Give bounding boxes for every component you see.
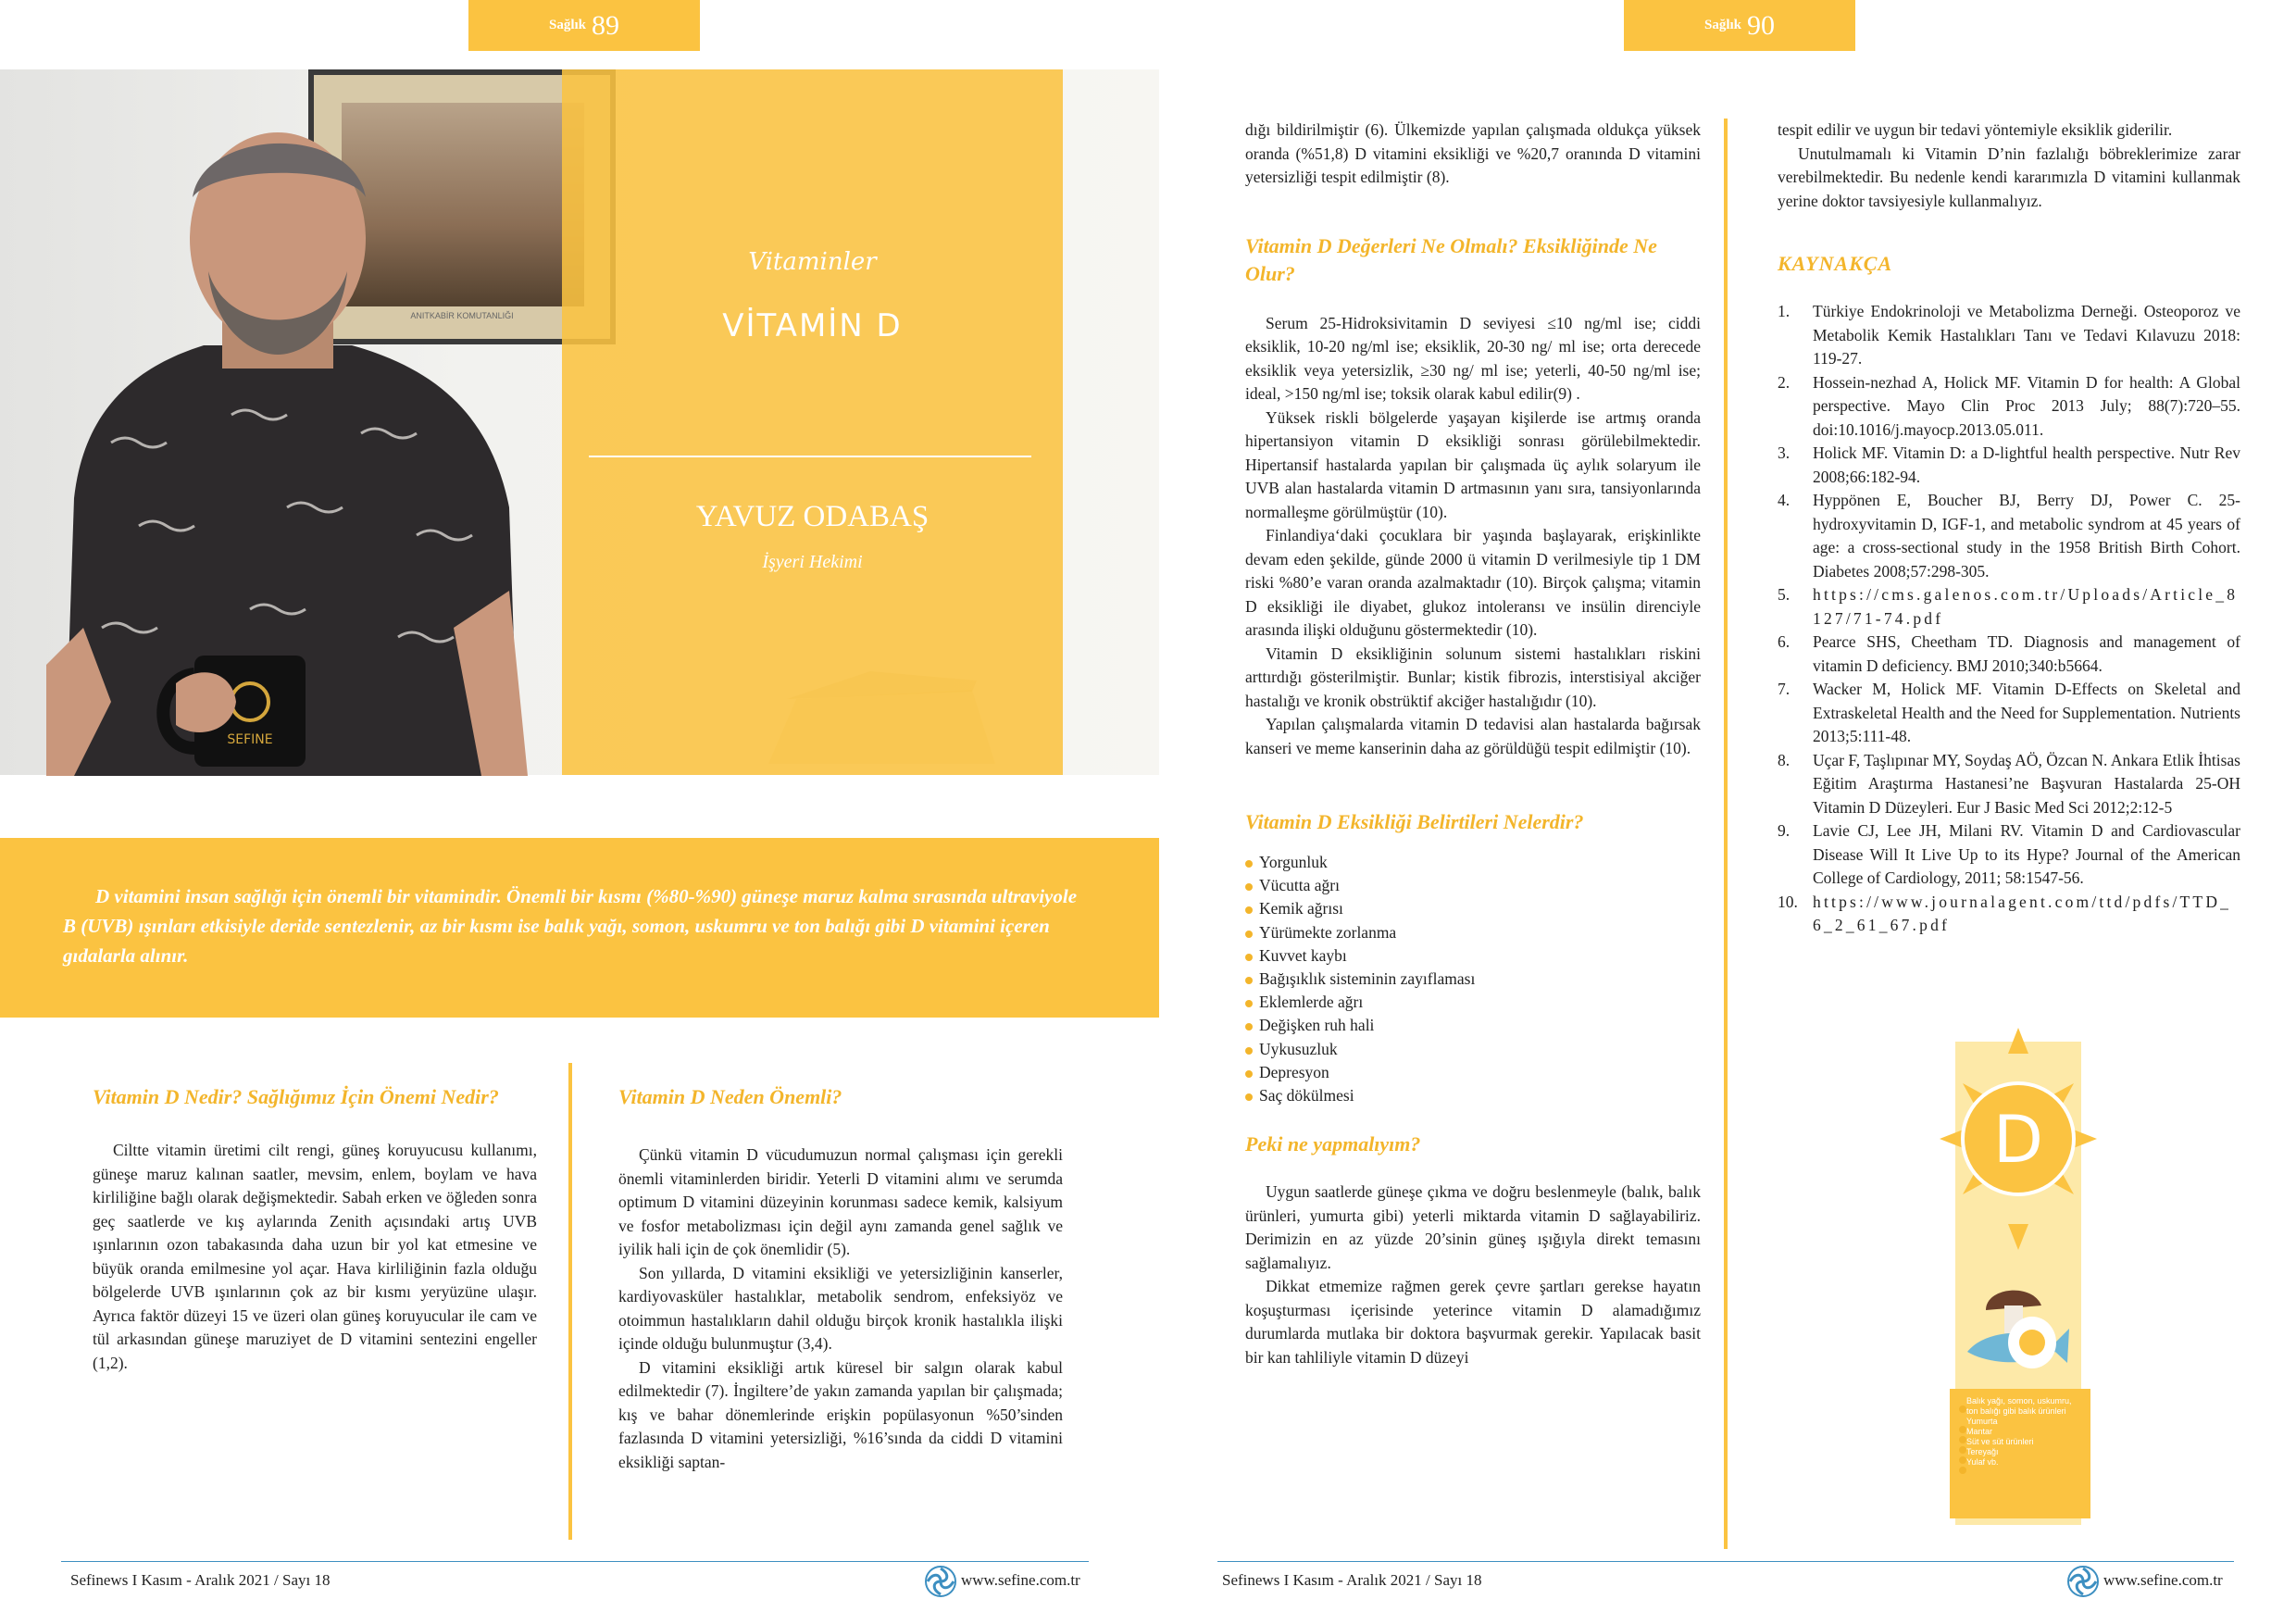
- page-number: 89: [592, 9, 620, 41]
- page-number: 90: [1747, 9, 1776, 41]
- reference-item: [1778, 678, 2240, 749]
- food-note-item: Tereyağı: [1959, 1447, 2079, 1457]
- symptom-item: Kuvvet kaybı: [1245, 944, 1701, 968]
- reference-item: [1778, 489, 2240, 583]
- paragraph: Son yıllarda, D vitamini eksikliği ve yetersizliğinin kanserler, kardiyovasküler hastalıklar, metabolik sendrom, enfeksiyöz ve otoimmun hastalıkların dahil olduğu birçok kronik hastalıkla ilişki içinde olduğu bulunmuştur (3,4).: [618, 1263, 1063, 1353]
- references-list: [1778, 300, 2240, 938]
- food-note-item: Yumurta: [1959, 1417, 2079, 1427]
- paragraph: Serum 25-Hidroksivitamin D seviyesi ≤10 ng/ml ise; ciddi eksiklik, 10-20 ng/ml ise; eksiklik, 20-30 ng/ ml ise; orta derecede eksiklik veya yetersizlik, ≥30 ng/ ml ise; yeterli, 40-50 ng/ml ise; ideal, >150 ng/ml ise; toksik olarak kabul edilir(9) .: [1245, 313, 1701, 403]
- reference-number: 10.: [1778, 892, 1798, 911]
- section-heading: Peki ne yapmalıyım?: [1245, 1132, 1421, 1156]
- left-column-2: [618, 1083, 1063, 1474]
- symptom-item: Değişken ruh hali: [1245, 1014, 1701, 1037]
- paragraph: Unutulmamalı ki Vitamin D’nin fazlalığı böbreklerimize zarar verebilmektedir. Bu nedenle kendi kararımızla D vitamini kullanmak yerine doktor tavsiyesiyle kullanmalıyız.: [1778, 144, 2240, 210]
- reference-number: 5.: [1778, 585, 1791, 604]
- intro-text: D vitamini insan sağlığı için önemli bir vitamindir. Önemli bir kısmı (%80-%90) güneşe maruz kalma sırasında ultraviyole B (UVB) ışınları etkisiyle deride sentezlenir, az bir kısmı ise balık yağı, somon, uskumru ve ton balığı gibi D vitamini içeren gıdalarla alınır.: [63, 885, 1078, 967]
- reference-number: 9.: [1778, 821, 1791, 840]
- symptom-item: Bağışıklık sisteminin zayıflaması: [1245, 968, 1701, 991]
- reference-item: [1778, 371, 2240, 443]
- column-divider: [568, 1063, 572, 1540]
- section-heading: Vitamin D Değerleri Ne Olmalı? Eksikliğinde Ne Olur?: [1245, 233, 1657, 285]
- reference-item: [1778, 819, 2240, 891]
- author-name: YAVUZ ODABAŞ: [695, 500, 930, 533]
- section-heading: Vitamin D Neden Önemli?: [618, 1085, 842, 1108]
- symptom-item: Depresyon: [1245, 1061, 1701, 1084]
- symptom-item: Saç dökülmesi: [1245, 1084, 1701, 1107]
- paragraph: Çünkü vitamin D vücudumuzun normal çalışması için gerekli önemli vitaminlerden biridir. Yeterli D vitamini alımı ve serumda optimum D vitamini düzeyinin korunması sadece kemik, kalsiyum ve fosfor metabolizması için değil aynı zamanda genel sağlık ve iyilik hali için de çok önemlidir (5).: [618, 1145, 1063, 1258]
- paragraph: Vitamin D eksikliğinin solunum sistemi hastalıkları riskini arttırdığı gösterilmiştir. Bunlar; kistik fibrozis, interstisiyal akciğer hastalığı ve kronik obstrüktif akciğer hastalığıdır (10).: [1245, 643, 1701, 710]
- symptom-item: Yürümekte zorlanma: [1245, 921, 1701, 944]
- section-heading: Vitamin D Nedir? Sağlığımız İçin Önemi Nedir?: [93, 1085, 499, 1108]
- symptom-item: Vücutta ağrı: [1245, 874, 1701, 897]
- reference-item: [1778, 442, 2240, 489]
- reference-number: 7.: [1778, 680, 1791, 698]
- reference-number: 3.: [1778, 443, 1791, 462]
- mug-logo-text: SEFINE: [227, 732, 273, 747]
- section-label: Sağlık: [548, 18, 587, 32]
- left-column-1: [93, 1083, 537, 1375]
- reference-item: [1778, 631, 2240, 678]
- footer-rule: [61, 1561, 1089, 1562]
- symptom-item: Eklemlerde ağrı: [1245, 991, 1701, 1014]
- author-photo: [46, 109, 528, 776]
- food-note-item: Yulaf vb.: [1959, 1457, 2079, 1468]
- paragraph: Uygun saatlerde güneşe çıkma ve doğru beslenmeyle (balık, balık ürünleri, yumurta gibi) yeterli miktarda vitamin D sağlayabiliriz. Derimizin en az yüzde 20’sinin güneş ışığıyla direkt temasını sağlamalıyız.: [1245, 1182, 1701, 1272]
- reference-text: Hossein-nezhad A, Holick MF. Vitamin D for health: A Global perspective. Mayo Clin Proc 2013 July; 88(7):720–55. doi:10.1016/j.mayocp.2013.05.011.: [1813, 372, 2240, 439]
- reference-text: Lavie CJ, Lee JH, Milani RV. Vitamin D and Cardiovascular Disease Will It Live Up to its Hype? Journal of the American College of Cardiology, 2011; 58:1547-56.: [1813, 821, 2240, 887]
- article-title: VİTAMİN D: [722, 307, 903, 344]
- column-divider: [1724, 119, 1728, 1549]
- paragraph: Yüksek riskli bölgelerde yaşayan kişilerde ise artmış oranda hipertansiyon vitamin D eksikliği sonrası görülebilmektedir. Hipertansif hastalarda yapılan bir çalışmada üç aylık solaryum ile UVB alan hastalarda vitamin D artmasının yanı sıra, tansiyonlarında normalleşme görülmüştür (10).: [1245, 407, 1701, 521]
- reference-item: [1778, 749, 2240, 820]
- footer-website[interactable]: www.sefine.com.tr: [2103, 1571, 2223, 1589]
- paragraph: dığı bildirilmiştir (6). Ülkemizde yapılan çalışmada oldukça yüksek oranda (%51,8) D vitamini eksikliği ve %20,7 oranında D vitamini yetersizliği tespit edilmiştir (8).: [1245, 120, 1701, 186]
- reference-text: Wacker M, Holick MF. Vitamin D-Effects on Skeletal and Extraskeletal Health and the Need for Supplementation. Nutrients 2013;5:111-48.: [1813, 680, 2240, 745]
- egg-icon: [2000, 1315, 2065, 1370]
- food-note-item: Süt ve süt ürünleri: [1959, 1437, 2079, 1447]
- sefine-logo-icon: [924, 1565, 957, 1598]
- reference-number: 8.: [1778, 750, 1791, 769]
- reference-text: Holick MF. Vitamin D: a D-lightful health perspective. Nutr Rev 2008;66:182-94.: [1813, 443, 2240, 486]
- footer-issue: Sefinews I Kasım - Aralık 2021 / Sayı 18: [1222, 1571, 1482, 1589]
- paragraph: Finlandiya‘daki çocuklara bir yaşında başlayarak, erişkinlikte devam eden şekilde, günde 2000 ü vitamin D verilmesiyle tip 1 DM riski %80’e varan oranda azalmaktadır (10). Birçok çalışma; vitamin D eksikliği ile diyabet, glukoz intoleransı ve insülin direnciyle arasında ilişki olduğunu göstermektedir (10).: [1245, 526, 1701, 639]
- reference-number: 6.: [1778, 632, 1791, 651]
- reference-text[interactable]: https://cms.galenos.com.tr/Uploads/Article_8127/71-74.pdf: [1813, 585, 2239, 628]
- category-label: Vitaminler: [748, 248, 877, 276]
- food-notes-list: [1959, 1396, 2079, 1468]
- symptom-list: [1245, 851, 1701, 1107]
- reference-item: [1778, 583, 2240, 631]
- right-column-2: [1778, 119, 2240, 938]
- reference-number: 4.: [1778, 491, 1791, 509]
- reference-text: Türkiye Endokrinoloji ve Metabolizma Derneği. Osteoporoz ve Metabolik Kemik Hastalıkları Tanı ve Tedavi Kılavuzu 2018: 119-27.: [1813, 302, 2240, 368]
- section-heading: Vitamin D Eksikliği Belirtileri Nelerdir?: [1245, 810, 1584, 833]
- sun-letter: D: [1993, 1102, 2043, 1178]
- paragraph: Dikkat etmemize rağmen gerek çevre şartları gerekse hayatın koşuşturması içerisinde yeterince vitamin D alamadığımız durumlarda mutlaka bir doktora başvurmak gerekir. Yapılacak basit bir kan tahliliyle vitamin D düzeyi: [1245, 1277, 1701, 1367]
- reference-item: [1778, 891, 2240, 938]
- food-note-item: Balık yağı, somon, uskumru, ton balığı gibi balık ürünleri: [1959, 1396, 2079, 1417]
- reference-text[interactable]: https://www.journalagent.com/ttd/pdfs/TTD_6_2_61_67.pdf: [1813, 892, 2232, 934]
- symptom-item: Kemik ağrısı: [1245, 897, 1701, 920]
- food-note-item: Mantar: [1959, 1427, 2079, 1437]
- paragraph: Yapılan çalışmalarda vitamin D tedavisi alan hastalarda bağırsak kanseri ve meme kanserinin daha az görüldüğü tespit edilmiştir (10).: [1245, 715, 1701, 757]
- footer-rule: [1217, 1561, 2234, 1562]
- references-heading: KAYNAKÇA: [1778, 252, 1893, 275]
- paragraph: Ciltte vitamin üretimi cilt rengi, güneş koruyucusu kullanımı, güneşe maruz kalınan saatler, mevsim, enlem, boylam ve hava kirliliğine bağlı olarak değişmektedir. Sabah erken ve öğleden sonra geç saatlerde ve kış aylarında Zenith açısındaki artış UVB ışınlarının ozon tabakasında daha uzun bir yol kat etmesine ve büyük oranda emilmesine yol açar. Hava kirliliğinin fazla olduğu bölgelerde UVB ışınlarının çok az bir kısmı yeryüzüne ulaşır. Ayrıca faktör düzeyi 15 ve üzeri olan güneş koruyucular ile cam ve tül arkasından güneşe maruziyet de D vitamini sentezini engeller (1,2).: [93, 1141, 537, 1372]
- title-overlay: [562, 69, 1063, 775]
- reference-text: Uçar F, Taşlıpınar MY, Soydaş AÖ, Özcan N. Ankara Etlik İhtisas Eğitim Araştırma Hastanesi’ne Başvuran Hastalarda 25-OH Vitamin D Düzeyleri. Eur J Basic Med Sci 2012;2:12-5: [1813, 750, 2240, 817]
- reference-text: Hyppönen E, Boucher BJ, Berry DJ, Power C. 25-hydroxyvitamin D, IGF-1, and metabolic syndrom at 45 years of age: a cross-sectional study in the 1958 British Birth Cohort. Diabetes 2008;57:298-305.: [1813, 491, 2240, 581]
- footer-website[interactable]: www.sefine.com.tr: [961, 1571, 1080, 1589]
- paragraph: D vitamini eksikliği artık küresel bir salgın olarak kabul edilmektedir (7). İngiltere’de yakın zamanda yapılan bir çalışmada; kış ve bahar dönemlerinde erişkin popülasyonun %50’sinden fazlasında D vitamini yetersizliği, %16’sında da ciddi D vitamini eksikliği saptan-: [618, 1357, 1063, 1471]
- section-label: Sağlık: [1703, 18, 1742, 32]
- footer-issue: Sefinews I Kasım - Aralık 2021 / Sayı 18: [70, 1571, 331, 1589]
- author-role: İşyeri Hekimi: [762, 552, 863, 572]
- title-divider: [589, 456, 1031, 457]
- portrait-caption: ANITKABİR KOMUTANLIĞI: [410, 311, 514, 320]
- reference-number: 2.: [1778, 372, 1791, 392]
- reference-number: 1.: [1778, 302, 1791, 320]
- sefine-logo-icon: [2066, 1565, 2100, 1598]
- reference-item: [1778, 300, 2240, 371]
- page-number-tab-right: [1624, 0, 1855, 51]
- right-column-1: [1245, 119, 1701, 1369]
- symptom-item: Uykusuzluk: [1245, 1038, 1701, 1061]
- symptom-item: Yorgunluk: [1245, 851, 1701, 874]
- reference-text: Pearce SHS, Cheetham TD. Diagnosis and management of vitamin D deficiency. BMJ 2010;340:b5664.: [1813, 632, 2240, 675]
- paragraph: tespit edilir ve uygun bir tedavi yöntemiyle eksiklik giderilir.: [1778, 120, 2173, 139]
- page-number-tab-left: [468, 0, 700, 51]
